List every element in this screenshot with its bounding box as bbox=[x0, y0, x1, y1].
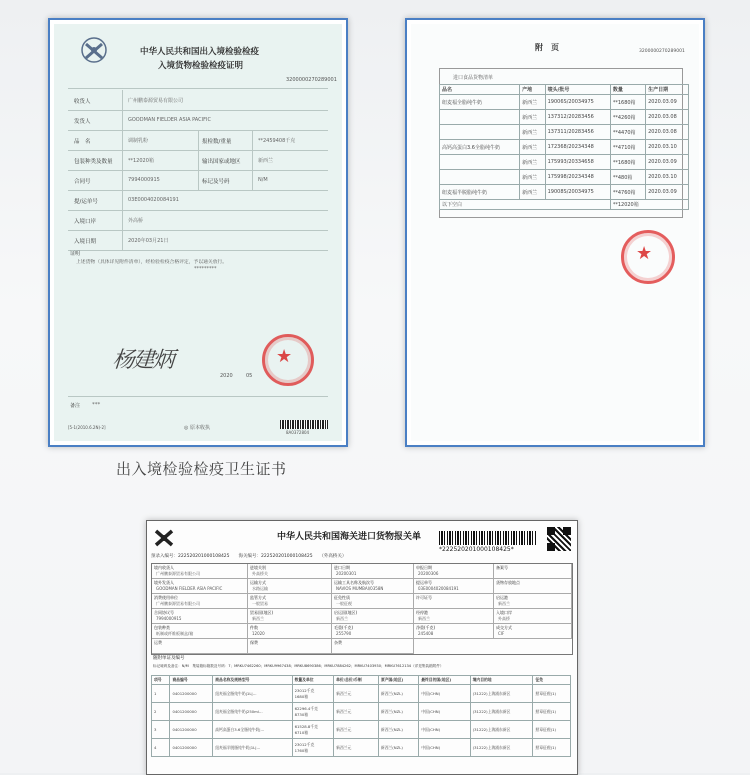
table-row bbox=[152, 703, 571, 721]
customs-field-value: 12020 bbox=[252, 631, 265, 636]
table-row bbox=[440, 110, 689, 125]
item-code: 0401200000 bbox=[170, 721, 213, 739]
item-no: 2 bbox=[152, 703, 170, 721]
customs-top-line: 预录入编号：222520201000108425 海关编号：222520201000108425 （外高桥关） bbox=[151, 554, 347, 559]
item-qty-weight: 61528.8千克 bbox=[294, 723, 318, 729]
item-price: 新西兰元 bbox=[334, 685, 379, 703]
customs-field-value: 20200306 bbox=[418, 571, 439, 576]
customs-field-label: 货物存放地点 bbox=[496, 580, 520, 585]
item-qty-weight: 62296.4千克 bbox=[294, 705, 318, 711]
table-row bbox=[440, 170, 689, 185]
cert-row-label: 提/运单号 bbox=[74, 199, 98, 205]
cell-date: 2020.03.10 bbox=[646, 140, 689, 155]
appendix-number: 3200000270289001 bbox=[639, 49, 685, 54]
cell-name bbox=[440, 110, 520, 125]
cell-batch: 19006S/20034975 bbox=[545, 95, 610, 110]
customs-field-label: 杂费 bbox=[334, 640, 342, 645]
customs-field-label: 境外发货人 bbox=[154, 580, 174, 585]
cert-row-value-2: 新西兰 bbox=[258, 158, 274, 164]
customs-field-value: NAVIOS MUMBAI/0358N bbox=[336, 586, 384, 591]
customs-field-label: 备案号 bbox=[496, 565, 508, 570]
cell-qty: **1680箱 bbox=[610, 155, 645, 170]
cert-footer-mid: ◎ 原本收执 bbox=[184, 425, 210, 431]
customs-field bbox=[152, 564, 248, 579]
cell-qty: **1680箱 bbox=[610, 95, 645, 110]
customs-field-value: 新西兰 bbox=[336, 616, 348, 621]
table-header-cell: 产地 bbox=[520, 85, 545, 95]
customs-field bbox=[152, 594, 248, 609]
table-total-row bbox=[440, 200, 689, 210]
item-area: (31222)上海浦东新区 bbox=[470, 739, 533, 757]
customs-field bbox=[414, 609, 494, 624]
cell-batch: 19008S/20034975 bbox=[545, 185, 610, 200]
cell-batch: 137311/20283456 bbox=[545, 125, 610, 140]
customs-field bbox=[332, 564, 414, 579]
customs-barcode-text: *222520201000108425* bbox=[439, 546, 514, 553]
customs-field-value: 一般贸易 bbox=[252, 601, 268, 606]
statement-stars: ********* bbox=[194, 266, 217, 272]
item-area: (31222)上海浦东新区 bbox=[470, 685, 533, 703]
cert-row-value: 外高桥 bbox=[128, 218, 144, 224]
item-dest: 中国(CHN) bbox=[419, 739, 470, 757]
cell-date: 2020.03.09 bbox=[646, 155, 689, 170]
item-no: 3 bbox=[152, 721, 170, 739]
table-header-cell: 境内目的地 bbox=[470, 676, 533, 685]
table-row bbox=[152, 721, 571, 739]
item-price: 新西兰元 bbox=[334, 721, 379, 739]
customs-field-value: 03E0004020084191 bbox=[418, 586, 459, 591]
appendix-goods-table bbox=[439, 84, 689, 210]
cert-row-label-2: 输出国家或地区 bbox=[202, 159, 241, 165]
cell-qty: **4760箱 bbox=[610, 185, 645, 200]
total-value: **12020箱 bbox=[610, 200, 688, 210]
cert-date-prefix: 2020 bbox=[220, 373, 233, 379]
cert-row-value-2: **2459408千克 bbox=[258, 138, 296, 144]
table-header-cell: 单价/总价/币制 bbox=[334, 676, 379, 685]
cert-row-label: 品 名 bbox=[74, 139, 91, 145]
customs-field bbox=[248, 624, 332, 639]
table-header-cell: 项号 bbox=[152, 676, 170, 685]
customs-field bbox=[494, 609, 572, 624]
cell-origin: 新西兰 bbox=[520, 125, 545, 140]
cert-number: 3200000270289001 bbox=[286, 77, 337, 83]
remark-label: 备注 bbox=[70, 403, 81, 409]
cert-row-label-2: 报检数/重量 bbox=[202, 139, 232, 145]
cell-origin: 新西兰 bbox=[520, 185, 545, 200]
cert-date-suffix: 05 bbox=[246, 373, 253, 379]
item-origin: 新西兰(NZL) bbox=[378, 739, 418, 757]
customs-field-value: 外高桥关 bbox=[252, 571, 268, 576]
item-qty-cases: 1680箱 bbox=[294, 693, 309, 699]
cert-row bbox=[68, 130, 328, 151]
customs-field-label: 合同协议号 bbox=[154, 610, 174, 615]
cert-row bbox=[68, 230, 328, 251]
item-qty-cases: 8730箱 bbox=[294, 711, 309, 717]
cell-origin: 新西兰 bbox=[520, 170, 545, 185]
item-qty bbox=[292, 703, 334, 721]
cert-row-label: 收货人 bbox=[74, 99, 91, 105]
cell-date: 2020.03.08 bbox=[646, 125, 689, 140]
customs-field-label: 运费 bbox=[154, 640, 162, 645]
customs-field-value: 245408 bbox=[418, 631, 434, 636]
table-row bbox=[440, 140, 689, 155]
item-no: 4 bbox=[152, 739, 170, 757]
item-name: 纽麦福全脂纯牛奶|250ml… bbox=[213, 703, 292, 721]
cert-title-1: 中华人民共和国出入境检验检疫 bbox=[140, 47, 260, 57]
cell-date: 2020.03.08 bbox=[646, 110, 689, 125]
cert-row-value: **12020箱 bbox=[128, 158, 154, 164]
cell-date: 2020.03.09 bbox=[646, 95, 689, 110]
cell-date: 2020.03.09 bbox=[646, 185, 689, 200]
item-qty-weight: 23012千克 bbox=[294, 741, 315, 747]
appendix-page bbox=[405, 18, 705, 447]
cert-row-value: 2020年03月21日 bbox=[128, 238, 169, 244]
cell-batch: 172368/20234348 bbox=[545, 140, 610, 155]
cert-row-label: 发货人 bbox=[74, 119, 91, 125]
customs-field bbox=[332, 624, 414, 639]
table-header-row bbox=[440, 85, 689, 95]
cell-qty: **480箱 bbox=[610, 170, 645, 185]
customs-field-value: 255790 bbox=[336, 631, 352, 636]
cert-row bbox=[68, 170, 328, 191]
table-header-row bbox=[152, 676, 571, 685]
customs-field bbox=[152, 579, 248, 594]
customs-field-label: 启运港 bbox=[496, 595, 508, 600]
customs-field-value: 20200301 bbox=[336, 571, 357, 576]
customs-docs-line: 随附单证及编号 bbox=[153, 656, 185, 661]
cert-barcode bbox=[280, 420, 328, 429]
cert-row-value: GOODMAN FIELDER ASIA PACIFIC bbox=[128, 117, 211, 123]
customs-field bbox=[494, 594, 572, 609]
customs-field-label: 运输方式 bbox=[250, 580, 266, 585]
customs-field bbox=[332, 639, 414, 654]
item-qty bbox=[292, 685, 334, 703]
total-label: 以下空白 bbox=[440, 200, 611, 210]
customs-field bbox=[414, 579, 494, 594]
item-name: 纽麦福全脂纯牛奶|1L|… bbox=[213, 685, 292, 703]
customs-field-label: 申报日期 bbox=[416, 565, 432, 570]
cell-name bbox=[440, 155, 520, 170]
customs-field-value: 水路运输 bbox=[252, 586, 268, 591]
item-origin: 新西兰(NZL) bbox=[378, 721, 418, 739]
item-duty: 照章征税(1) bbox=[533, 739, 571, 757]
customs-field-label: 监管方式 bbox=[250, 595, 266, 600]
cell-name: 高钙高蛋白3.6全脂纯牛奶 bbox=[440, 140, 520, 155]
customs-field-value: CIF bbox=[498, 631, 505, 636]
cert-row bbox=[68, 150, 328, 171]
customs-field-label: 毛重(千克) bbox=[334, 625, 354, 630]
item-qty-cases: 1760箱 bbox=[294, 747, 309, 753]
certificate-caption: 出入境检验检疫卫生证书 bbox=[116, 460, 287, 478]
item-dest: 中国(CHN) bbox=[419, 703, 470, 721]
cert-row-value: 7994000915 bbox=[128, 177, 160, 183]
table-header-cell: 生产日期 bbox=[646, 85, 689, 95]
customs-field-label: 进口日期 bbox=[334, 565, 350, 570]
item-qty bbox=[292, 721, 334, 739]
customs-field-label: 境内收货人 bbox=[154, 565, 174, 570]
customs-field-value: 纸制或纤维板制盒/箱 bbox=[156, 631, 194, 636]
appendix-list-title: 进口食品货物清单 bbox=[453, 75, 494, 81]
cell-name: 纽麦福半脱脂纯牛奶 bbox=[440, 185, 520, 200]
customs-field bbox=[248, 579, 332, 594]
table-row bbox=[440, 185, 689, 200]
cert-row-label: 合同号 bbox=[74, 179, 91, 185]
customs-field bbox=[152, 609, 248, 624]
cell-qty: **4710箱 bbox=[610, 140, 645, 155]
table-header-cell: 品名 bbox=[440, 85, 520, 95]
cell-date: 2020.03.10 bbox=[646, 170, 689, 185]
table-row bbox=[440, 125, 689, 140]
cert-row-value-2: N/M bbox=[258, 177, 268, 183]
customs-field bbox=[494, 579, 572, 594]
customs-field bbox=[414, 564, 494, 579]
item-duty: 照章征税(1) bbox=[533, 721, 571, 739]
cert-barcode-number: 8A0372804 bbox=[286, 430, 310, 435]
table-header-cell: 数量 bbox=[610, 85, 645, 95]
table-header-cell: 最终目的国(地区) bbox=[419, 676, 470, 685]
signature: 杨建炳 bbox=[110, 348, 179, 373]
appendix-title: 附 页 bbox=[535, 43, 559, 52]
item-qty-weight: 23012千克 bbox=[294, 687, 315, 693]
customs-field-value: 新西兰 bbox=[252, 616, 264, 621]
customs-field bbox=[248, 564, 332, 579]
cell-origin: 新西兰 bbox=[520, 110, 545, 125]
qr-code-icon bbox=[547, 527, 571, 551]
table-row bbox=[152, 739, 571, 757]
remark-value: *** bbox=[92, 402, 101, 408]
table-row bbox=[440, 155, 689, 170]
customs-marks-line: 标记唛码及备注：N/M 集装箱标箱数及号码：7；MRKU7462260；MRKU9967438；MRKU8690386；MRKU7884262；MRKU7403930；MRKU7612134（详见集装箱附件） bbox=[153, 664, 444, 668]
cert-row-value: 调制乳粉 bbox=[128, 138, 149, 144]
customs-field-value: GOODMAN FIELDER ASIA PACIFIC bbox=[156, 586, 223, 591]
item-origin: 新西兰(NZL) bbox=[378, 703, 418, 721]
customs-field-label: 保费 bbox=[250, 640, 258, 645]
table-row bbox=[152, 685, 571, 703]
customs-field bbox=[248, 639, 332, 654]
inspection-certificate bbox=[48, 18, 348, 447]
cell-qty: **4470箱 bbox=[610, 125, 645, 140]
cell-batch: 175993/20334658 bbox=[545, 155, 610, 170]
table-row bbox=[440, 95, 689, 110]
cell-qty: **4260箱 bbox=[610, 110, 645, 125]
cert-row-label: 入境日期 bbox=[74, 239, 97, 245]
cell-origin: 新西兰 bbox=[520, 95, 545, 110]
item-code: 0401200000 bbox=[170, 739, 213, 757]
customs-field bbox=[152, 639, 248, 654]
customs-field bbox=[332, 609, 414, 624]
customs-field bbox=[494, 624, 572, 639]
item-dest: 中国(CHN) bbox=[419, 721, 470, 739]
customs-barcode bbox=[439, 531, 537, 545]
customs-field-label: 入境口岸 bbox=[496, 610, 512, 615]
cert-row bbox=[68, 110, 328, 131]
cell-name bbox=[440, 125, 520, 140]
customs-field-label: 包装种类 bbox=[154, 625, 170, 630]
customs-field bbox=[494, 564, 572, 579]
cell-batch: 175998/20234348 bbox=[545, 170, 610, 185]
cell-batch: 137312/20283456 bbox=[545, 110, 610, 125]
cert-row-label: 包装种类及数量 bbox=[74, 159, 113, 165]
customs-field bbox=[248, 594, 332, 609]
item-area: (31222)上海浦东新区 bbox=[470, 721, 533, 739]
statement-label: 证明 bbox=[70, 251, 81, 257]
item-dest: 中国(CHN) bbox=[419, 685, 470, 703]
customs-field bbox=[248, 609, 332, 624]
table-header-cell: 商品编号 bbox=[170, 676, 213, 685]
customs-emblem-icon bbox=[153, 527, 175, 549]
customs-field-label: 征免性质 bbox=[334, 595, 350, 600]
item-code: 0401200000 bbox=[170, 703, 213, 721]
item-name: 高钙高蛋白3.6全脂纯牛奶|… bbox=[213, 721, 292, 739]
table-header-cell: 数量及单位 bbox=[292, 676, 334, 685]
customs-field-value: 外高桥 bbox=[498, 616, 510, 621]
customs-field-value: 7994000915 bbox=[156, 616, 182, 621]
customs-field-value: 广州鹏泰源贸易有限公司 bbox=[156, 571, 200, 576]
customs-field-label: 进境关别 bbox=[250, 565, 266, 570]
customs-title: 中华人民共和国海关进口货物报关单 bbox=[277, 532, 422, 542]
customs-field-label: 成交方式 bbox=[496, 625, 512, 630]
cert-row bbox=[68, 210, 328, 231]
customs-fields bbox=[151, 563, 573, 655]
item-duty: 照章征税(1) bbox=[533, 703, 571, 721]
table-header-cell: 商品名称及规格型号 bbox=[213, 676, 292, 685]
cert-footer-left: [5-1(2010.6.2N)-2] bbox=[68, 425, 106, 430]
ciq-emblem-icon bbox=[80, 36, 108, 64]
cert-row-value: 广州鹏泰源贸易有限公司 bbox=[128, 98, 184, 104]
cert-row bbox=[68, 190, 328, 211]
customs-field-label: 消费使用单位 bbox=[154, 595, 178, 600]
item-origin: 新西兰(NZL) bbox=[378, 685, 418, 703]
customs-field-label: 许可证号 bbox=[416, 595, 432, 600]
customs-field bbox=[332, 594, 414, 609]
seal-star-icon: ★ bbox=[276, 346, 293, 367]
appendix-seal-star-icon: ★ bbox=[636, 243, 653, 264]
customs-field bbox=[152, 624, 248, 639]
cell-origin: 新西兰 bbox=[520, 155, 545, 170]
item-no: 1 bbox=[152, 685, 170, 703]
customs-field-label: 运输工具名称及航次号 bbox=[334, 580, 374, 585]
customs-field-label: 贸易国(地区) bbox=[250, 610, 274, 615]
item-name: 纽麦福半脱脂纯牛奶|1L|… bbox=[213, 739, 292, 757]
table-header-cell: 原产国(地区) bbox=[378, 676, 418, 685]
customs-field bbox=[414, 594, 494, 609]
cell-name bbox=[440, 170, 520, 185]
cell-name: 纽麦福全脂纯牛奶 bbox=[440, 95, 520, 110]
customs-field bbox=[414, 624, 494, 639]
customs-field-label: 件数 bbox=[250, 625, 258, 630]
customs-items-table bbox=[151, 675, 571, 757]
item-area: (31222)上海浦东新区 bbox=[470, 703, 533, 721]
cert-title-2: 入境货物检验检疫证明 bbox=[158, 61, 244, 71]
item-qty bbox=[292, 739, 334, 757]
item-price: 新西兰元 bbox=[334, 739, 379, 757]
cert-row-label: 入境口岸 bbox=[74, 219, 97, 225]
customs-field bbox=[332, 579, 414, 594]
customs-field-value: 新西兰 bbox=[418, 616, 430, 621]
item-duty: 照章征税(1) bbox=[533, 685, 571, 703]
customs-declaration bbox=[146, 520, 578, 775]
customs-field-value: 新西兰 bbox=[498, 601, 510, 606]
cell-origin: 新西兰 bbox=[520, 140, 545, 155]
customs-field-value: 一般征税 bbox=[336, 601, 352, 606]
cert-row-label-2: 标记及号码 bbox=[202, 179, 230, 185]
statement-text: 上述货物（具体详见附件清单），经检验检疫合格评定，予以通关放行。 bbox=[76, 260, 228, 265]
customs-field-label: 启运国(地区) bbox=[334, 610, 358, 615]
item-qty-cases: 6710箱 bbox=[294, 729, 309, 735]
cert-row bbox=[68, 90, 328, 111]
customs-field-value: 广州鹏泰源贸易有限公司 bbox=[156, 601, 200, 606]
customs-field-label: 经停港 bbox=[416, 610, 428, 615]
customs-field-label: 净重(千克) bbox=[416, 625, 436, 630]
item-code: 0401200000 bbox=[170, 685, 213, 703]
table-header-cell: 征免 bbox=[533, 676, 571, 685]
customs-field-label: 提运单号 bbox=[416, 580, 432, 585]
cert-row-value: 03E0004020084191 bbox=[128, 197, 179, 203]
table-header-cell: 唛头/批号 bbox=[545, 85, 610, 95]
item-price: 新西兰元 bbox=[334, 703, 379, 721]
